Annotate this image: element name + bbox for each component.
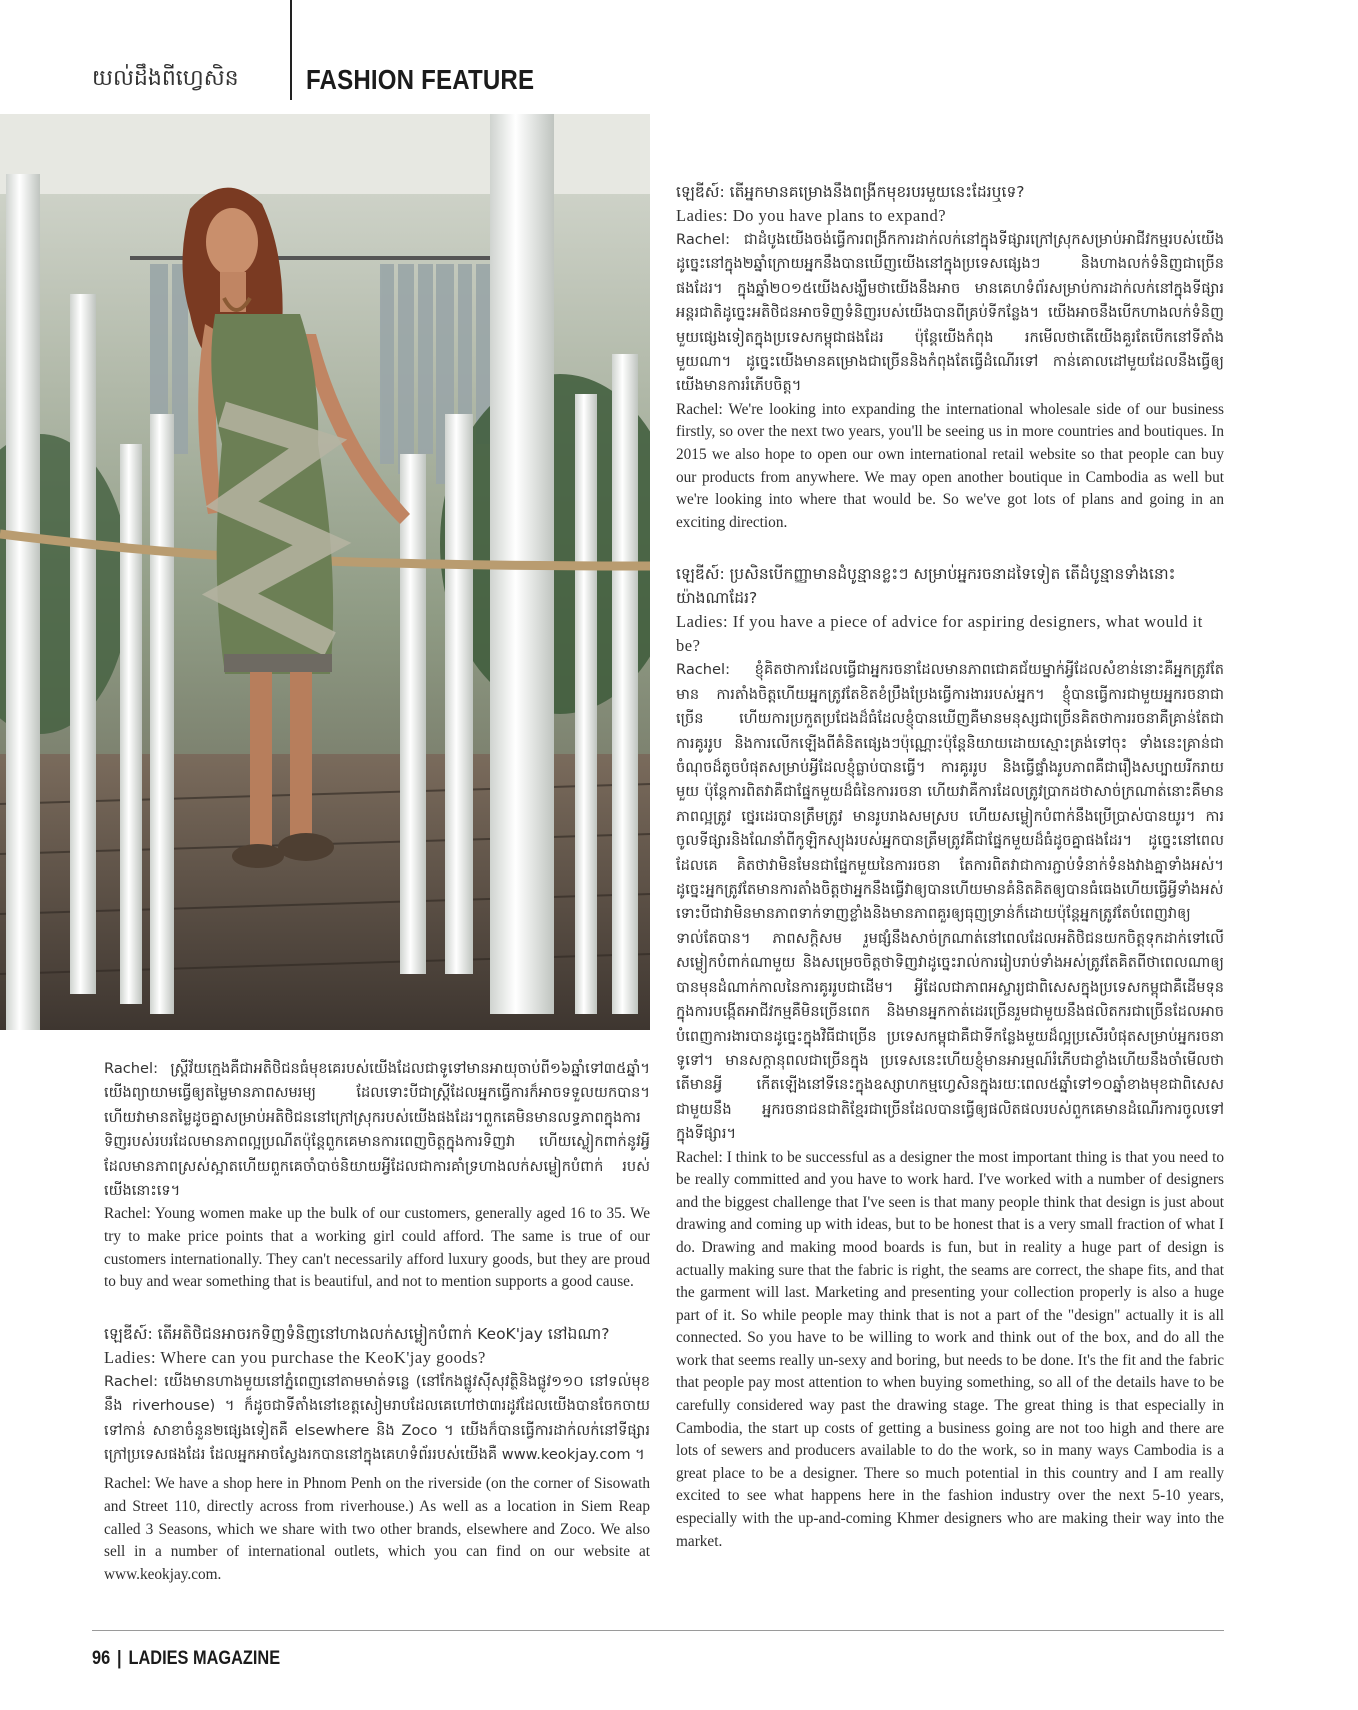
model-photo [0, 114, 650, 1030]
answer-3-english: Rachel: We're looking into expanding the international wholesale side of our business firstly, so over the next two years, you'll be seeing us in more countries and boutiques. In 2015 we also hope to open our own international retail website so that people can buy our products from anywhere. We may open another boutique in Cambodia as well but we're looking into where that would be. So we've got lots of plans and going in an exciting direction. [676, 400, 1224, 531]
answer-2-khmer: Rachel: យើងមានហាងមួយនៅភ្នំពេញនៅតាមមាត់ទន្លេ (នៅកែងផ្លូវស៊ីសុវត្ថិនិងផ្លូវ១១០ នៅទល់មុខនឹង riverhouse) ។ ក៏ដូចជាទីតាំងនៅខេត្តសៀមរាបដែលគេហៅថា៣រដូវដែលយើងបានចែកចាយទៅកាន់ សាខាចំនួន២ផ្សេងទៀតគឺ elsewhere និង Zoco ។ យើងក៏បានធ្វើការដាក់លក់នៅទីផ្សារក្រៅប្រទេសផងដែរ ដែលអ្នកអាចស្វែងរកបាននៅក្នុងគេហទំព័ររបស់យើងគឺ www.keokjay.com ។ [104, 1372, 650, 1464]
answer-1-khmer: Rachel: ស្ត្រីវ័យក្មេងគឺជាអតិថិជនធំមុខគេរបស់យើងដែលជាទូទៅមានអាយុចាប់ពី១៦ឆ្នាំទៅ៣៥ឆ្នាំ។ យើងព្យាយាមធ្វើឲ្យតម្លៃមានភាពសមរម្យ ដែលទោះបីជាស្ត្រីដែលអ្នកធ្វើការក៏អាចទទួលយកបាន។ ហើយវាមានតម្លៃដូចគ្នាសម្រាប់អតិថិជននៅក្រៅស្រុករបស់យើងផងដែរ។ពួកគេមិនមានលទ្ធភាពក្នុងការ ទិញរបស់របរដែលមានភាពល្អប្រណីតប៉ុន្តែពួកគេមានការពេញចិត្តក្នុងការទិញវា ហើយស្លៀកពាក់នូវអ្វីដែលមានភាពស្រស់ស្អាតហើយពួកគេចាំបាច់និយាយអ្វីដែលជាការគាំទ្រហាងលក់សម្លៀកបំពាក់ របស់យើងនោះទេ។ [104, 1060, 650, 1200]
left-column [104, 1057, 650, 1586]
page-number: 96 [92, 1648, 111, 1669]
question-3-khmer: ឡេឌីស៍: តើអ្នកមានគម្រោងនឹងពង្រីកមុខរបរមួយនេះដែរឬទេ? [676, 183, 1025, 201]
answer-4-english: Rachel: I think to be successful as a designer the most important thing is that you need to be really committed and you have to work hard. I've worked with a number of designers and the biggest challenge that I've seen is that many people think that design is just about drawing and coming up with ideas, but to be honest that is a very small fraction of what I do. Drawing and making mood boards is fun, but in reality a huge part of design is actually making sure that the fabric is right, the seams are correct, the shape fits, and that the garment will last. Marketing and presenting your collection properly is also a huge part of it. So while people may think that is not a part of the "design" actually it is all connected. So you have to be willing to work and think out of the box, and do all the work that seems really un-sexy and boring, but needs to be done. It's the fit and the fabric that people pay most attention to when buying something, so all of the details have to be carefully considered way past the drawing stage. The great thing is that especially in Cambodia, the start up costs of getting a business going are not too high and there are lots of sewers and producers available to do the work, so in many ways Cambodia is a great place to be a designer. There so much potential in this country and I am really excited to see what happens here in the fashion industry over the next 5-10 years, especially with the up-and-coming Khmer designers who are making their way into the market. [676, 1148, 1224, 1550]
section-title-khmer: យល់ដឹងពីហ្វេសិន [92, 66, 239, 91]
footer-separator: | [117, 1648, 122, 1669]
section-title: FASHION FEATURE [306, 64, 535, 95]
answer-2-english: Rachel: We have a shop here in Phnom Penh on the riverside (on the corner of Sisowath and Street 110, directly across from riverhouse.) As well as a location in Siem Reap called 3 Seasons, which we share with two other brands, elsewhere and Zoco. We also sell in a number of international outlets, which you can find on our website at www.keokjay.com. [104, 1475, 650, 1583]
magazine-name: LADIES MAGAZINE [128, 1648, 281, 1669]
answer-1-english: Rachel: Young women make up the bulk of our customers, generally aged 16 to 35. We try to make price points that a working girl could afford. The same is true of our customers internationally. They can't necessarily afford luxury goods, but they are proud to buy and wear something that is beautiful, and not to mention supports a good cause. [104, 1205, 650, 1291]
header-divider [290, 0, 292, 100]
question-3-english: Ladies: Do you have plans to expand? [676, 206, 947, 225]
answer-3-khmer: Rachel: ជាដំបូងយើងចង់ធ្វើការពង្រីកការដាក់លក់នៅក្នុងទីផ្សារក្រៅស្រុកសម្រាប់អាជីវកម្មរបស់យើង ដូច្នេះនៅក្នុង២ឆ្នាំក្រោយអ្នកនឹងបានឃើញយើងនៅក្នុងប្រទេសផ្សេងៗ និងហាងលក់ទំនិញជាច្រើនផងដែរ។ ក្នុងឆ្នាំ២០១៥យើងសង្ឃឹមថាយើងនឹងអាច មានគេហទំព័រសម្រាប់ការដាក់លក់នៅក្នុងទីផ្សារអន្តរជាតិដូច្នេះអតិថិជនអាចទិញទំនិញរបស់យើងបានពីគ្រប់ទីកន្លែង។ យើងអាចនឹងបើកហាងលក់ទំនិញមួយផ្សេងទៀតក្នុងប្រទេសកម្ពុជាផងដែរ ប៉ុន្តែយើងកំពុង រកមើលថាតើយើងគួរតែបើកនៅទីតាំងមួយណា។ ដូច្នេះយើងមានគម្រោងជាច្រើននិងកំពុងតែធ្វើដំណើរទៅ កាន់គោលដៅមួយដែលនឹងធ្វើឲ្យយើងមានការរំភើបចិត្ត។ [676, 231, 1224, 395]
answer-4-khmer: Rachel: ខ្ញុំគិតថាការដែលធ្វើជាអ្នករចនាដែលមានភាពជោគជ័យម្នាក់អ្វីដែលសំខាន់នោះគឺអ្នកត្រូវតែមាន ការតាំងចិត្តហើយអ្នកត្រូវតែខិតខំប្រឹងប្រែងធ្វើការងាររបស់អ្នក។ ខ្ញុំបានធ្វើការជាមួយអ្នករចនាជាច្រើន ហើយការប្រកួតប្រជែងដ៏ធំដែលខ្ញុំបានឃើញគឺមានមនុស្សជាច្រើនគិតថាការរចនាគឺគ្រាន់តែជាការគូររូប និងការលើកឡើងពីគំនិតផ្សេងៗប៉ុណ្ណោះប៉ុន្តែនិយាយដោយស្មោះត្រង់ទៅចុះ ទាំងនេះគ្រាន់ជាចំណុចដ៏តូចបំផុតសម្រាប់អ្វីដែលខ្ញុំធ្លាប់បានធ្វើ។ ការគូររូប និងធ្វើផ្ទាំងរូបភាពគឺជារឿងសប្បាយរីករាយមួយ ប៉ុន្តែការពិតវាគឺជាផ្នែកមួយដ៏ធំនៃការរចនា ហើយវាគឺការដែលត្រូវប្រាកដថាសាច់ក្រណាត់នោះគឺមានភាពល្អត្រូវ ថ្នេរដេរបានត្រឹមត្រូវ មានរូបរាងសមស្រប ហើយសម្លៀកបំពាក់នឹងប្រើប្រាស់បានយូរ។ ការចូលទីផ្សារនិងណែនាំពីកូឡិកស្យុងរបស់អ្នកបានត្រឹមត្រូវគឺជាផ្នែកមួយដ៏ធំដូចគ្នាផងដែរ។ ដូច្នេះនៅពេលដែលគេ គិតថាវាមិនមែនជាផ្នែកមួយនៃការរចនា តែការពិតវាជាការភ្ជាប់ទំនាក់ទំនងវាងគ្នាទាំងអស់។ ដូច្នេះអ្នកត្រូវតែមានការតាំងចិត្តថាអ្នកនឹងធ្វើវាឲ្យបានហើយមានគំនិតគិតឲ្យបានធំធេងហើយធ្វើអ្វីទាំងអស់ទោះបីជាវាមិនមានភាពទាក់ទាញខ្លាំងនិងមានភាពគួរឲ្យធុញទ្រាន់ក៏ដោយប៉ុន្តែអ្នកត្រូវតែបំពេញវាឲ្យទាល់តែបាន។ ភាពសក្តិសម រួមផ្សំនឹងសាច់ក្រណាត់នៅពេលដែលអតិថិជនយកចិត្តទុកដាក់ទៅលើសម្លៀកបំពាក់ណាមួយ និងសម្រេចចិត្តថាទិញវាដូច្នេះរាល់ការរៀបរាប់ទាំងអស់ត្រូវតែគិតពីថាពេលណាឲ្យបានមុនដំណាក់កាលនៃការគូររូបជាដើម។ អ្វីដែលជាភាពអស្ចារ្យជាពិសេសក្នុងប្រទេសកម្ពុជាគឺដើមទុនក្នុងការបង្កើតអាជីវកម្មគឺមិនច្រើនពេក និងមានអ្នកកាត់ដេរច្រើនរួមជាមួយនឹងផលិតករជាច្រើនដែលអាចបំពេញការងារបានដូច្នេះក្នុងវិធីជាច្រើន ប្រទេសកម្ពុជាគឺជាទីកន្លែងមួយដ៏ល្អប្រសើរបំផុតសម្រាប់អ្នករចនាទូទៅ។ មានសក្តានុពលជាច្រើនក្នុង ប្រទេសនេះហើយខ្ញុំមានអារម្មណ៍រំភើបជាខ្លាំងហើយនឹងចាំមើលថាតើមានអ្វី កើតឡើងនៅទីនេះក្នុងឧស្សាហកម្មហ្វេសិនក្នុងរយៈពេល៥ឆ្នាំទៅ១០ឆ្នាំខាងមុខជាពិសេសជាមួយនឹង អ្នករចនាជនជាតិខ្មែរជាច្រើនដែលបានធ្វើឲ្យផលិតផលរបស់ពួកគេមានដំណើរការចូលទៅក្នុងទីផ្សារ។ [676, 661, 1224, 1143]
footer-rule [92, 1630, 1224, 1631]
footer [92, 1648, 280, 1670]
question-4-khmer: ឡេឌីស៍: ប្រសិនបើកញ្ញាមានដំបូន្មានខ្លះៗ សម្រាប់អ្នករចនាដទៃទៀត តើដំបូន្មានទាំងនោះយ៉ាងណាដែរ? [676, 565, 1176, 608]
question-2-khmer: ឡេឌីស៍: តើអតិថិជនអាចរកទិញទំនិញនៅហាងលក់សម្លៀកបំពាក់ KeoK'jay នៅឯណា? [104, 1324, 610, 1343]
right-column [676, 180, 1224, 1553]
question-2-english: Ladies: Where can you purchase the KeoK'jay goods? [104, 1347, 486, 1367]
question-4-english: Ladies: If you have a piece of advice for aspiring designers, what would it be? [676, 612, 1203, 656]
